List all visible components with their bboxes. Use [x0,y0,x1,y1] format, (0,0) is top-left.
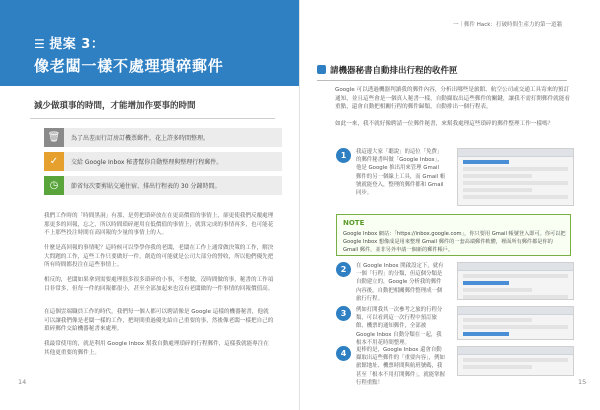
step-text: 我這邊大家「聽說」的這位「免費」的郵件秘書叫做「Google Inbox」，他是 Google 推出用來管理 Gmail 郵件的另一個線上工具，而 Gmail 帳號就能登入，整理的郵件都和 Gmail 同步。 [356,149,446,197]
section-title [317,64,458,76]
note-box [336,214,571,256]
trash-icon: 🗑 [44,128,64,147]
note-label: NOTE [343,219,365,227]
gear-icon [317,65,326,74]
intro-paragraph: Google 可以透過機器判讀我的郵件內容，分析出哪些是旅館、航空公司或交通工具寄來的預訂通知，並且這些會是一個真人秘書一樣，自動擷取出這些郵件的關鍵，讓我不需打開郵件就能看重點，還會自動把相關行程的郵件歸類，自動排出一個行程表。 [335,87,570,111]
step-number-badge: 1 [336,148,351,163]
step-text: 在 Google Inbox 開啟設定下，就有一個「行程」的分類，但這個分類是自動建立的，Google 分析我的郵件內容後，自動把相關郵件整理成一個旅行行程。 [356,263,444,302]
hamburger-icon: ☰ [34,37,46,51]
intro-paragraph: 如此一來，我不就好像聘請一位郵件秘書，來幫我處理這些瑣碎的郵件整理工作一樣嗎？ [335,121,554,127]
proposal-number [34,33,104,52]
divider [30,118,275,119]
page-number: 15 [578,378,587,386]
page-number: 14 [18,378,27,386]
step-number-badge: 4 [336,346,351,361]
section-title-text: 請機器秘書自動排出行程的收件匣 [330,66,458,76]
chapter-subtitle: 減少做瑣事的時間，才能增加作要事的時間 [34,101,196,111]
inbox-screenshot [457,262,574,300]
inbox-screenshot [457,306,574,340]
clock-icon: ◷ [44,176,64,195]
body-paragraph: 什麼是高回報的事情呢？這時候可以學學你我的老闆，老闆在工作上通常做決策的工作，解決大問題的工作，這些工作只要做好一件，創造的可能就是公司大部分的營收，所以他們優先把所有時間都投注在這些事情上。 [44,245,274,269]
tip-text: 為了出差而行訂房訂機票郵件，花上許多時間整理。 [71,135,210,142]
check-icon: ✓ [44,152,64,171]
body-paragraph: 在這個雲端職員工作的時代，我們每一個人都可以聘請像是 Google 這樣的機器秘書，他就可以讓我們像是老闆一樣的工作，把時間重過優先給自己重要的事，然後像老闆一樣把自己的瑣碎郵件交給機器秘書來處理。 [44,309,274,333]
body-paragraph: 我最常使用的，就是利用 Google Inbox 幫我自動處理瑣碎的行程郵件，這樣我就能專注在其他更重要的郵件上。 [44,341,269,356]
step-text: 更棒的是，Google Inbox 還會自動擷取出這些郵件的「重要內容」，例如旅館地址、機票時間與航班號碼，我甚至「根本不用打開郵件」，就能掌握行程重點！ [356,347,445,386]
tip-text: 節省每次要剪貼交通住宿、排出行程表的 30 分鐘時間。 [71,183,221,190]
step-number-badge: 3 [336,306,351,321]
proposal-label: 提案 3： [49,37,105,52]
running-head: 一｜郵件 Hack：打破時間生產力的第一道牆 [453,22,562,28]
inbox-screenshot [457,148,574,206]
step-number-badge: 2 [336,262,351,277]
step-text: 例如打開我其一次參考之旅的行程分類，可以看到這一次行程中預訂旅館、機票的通知郵件，全部被 Google Inbox 自動分類在一起，我根本不用花時間整理。 [356,307,443,346]
body-paragraph: 我們工作時的「時間黑洞」有那，是剪把瑣碎放在在更高價值的事情上，卻更使我們反覆處理那更多的回報，忘之，所以時間瑣碎運用在低價值的事情上，就算完成的事情再多，也可能花不上那些投注時間在高回報的少量的事情上的人。 [44,213,274,237]
tip-text: 交給 Google Inbox 秘書幫你自動整理與整理行程郵件。 [71,159,223,166]
body-paragraph: 相反的，老闆如果拿到需要處理很多很多瑣碎的小事，不想做，沒時間做的事，秘書的工作項目非常多，但每一件的回報都很小，甚至全部加起來也沒有老闆做的一件事情的回報價值高。 [44,277,274,292]
chapter-title: 像老闆一樣不處理瑣碎郵件 [34,57,224,75]
tip-row [44,128,282,147]
inbox-screenshot [457,346,574,376]
note-text: Google Inbox 網站：「https://inbox.google.com」，你只要用 Gmail 帳號登入即可。你可以把 Google Inbox 想像成是用來整理 Gmail 郵件的一套高端郵件軟體，裡面所有郵件都是你的 Gmail 郵件，並非另外申請一個新的郵件帳戶。 [343,231,566,253]
divider [317,80,567,81]
chapter-header [0,0,300,86]
tip-row [44,176,282,195]
tip-row [44,152,282,171]
